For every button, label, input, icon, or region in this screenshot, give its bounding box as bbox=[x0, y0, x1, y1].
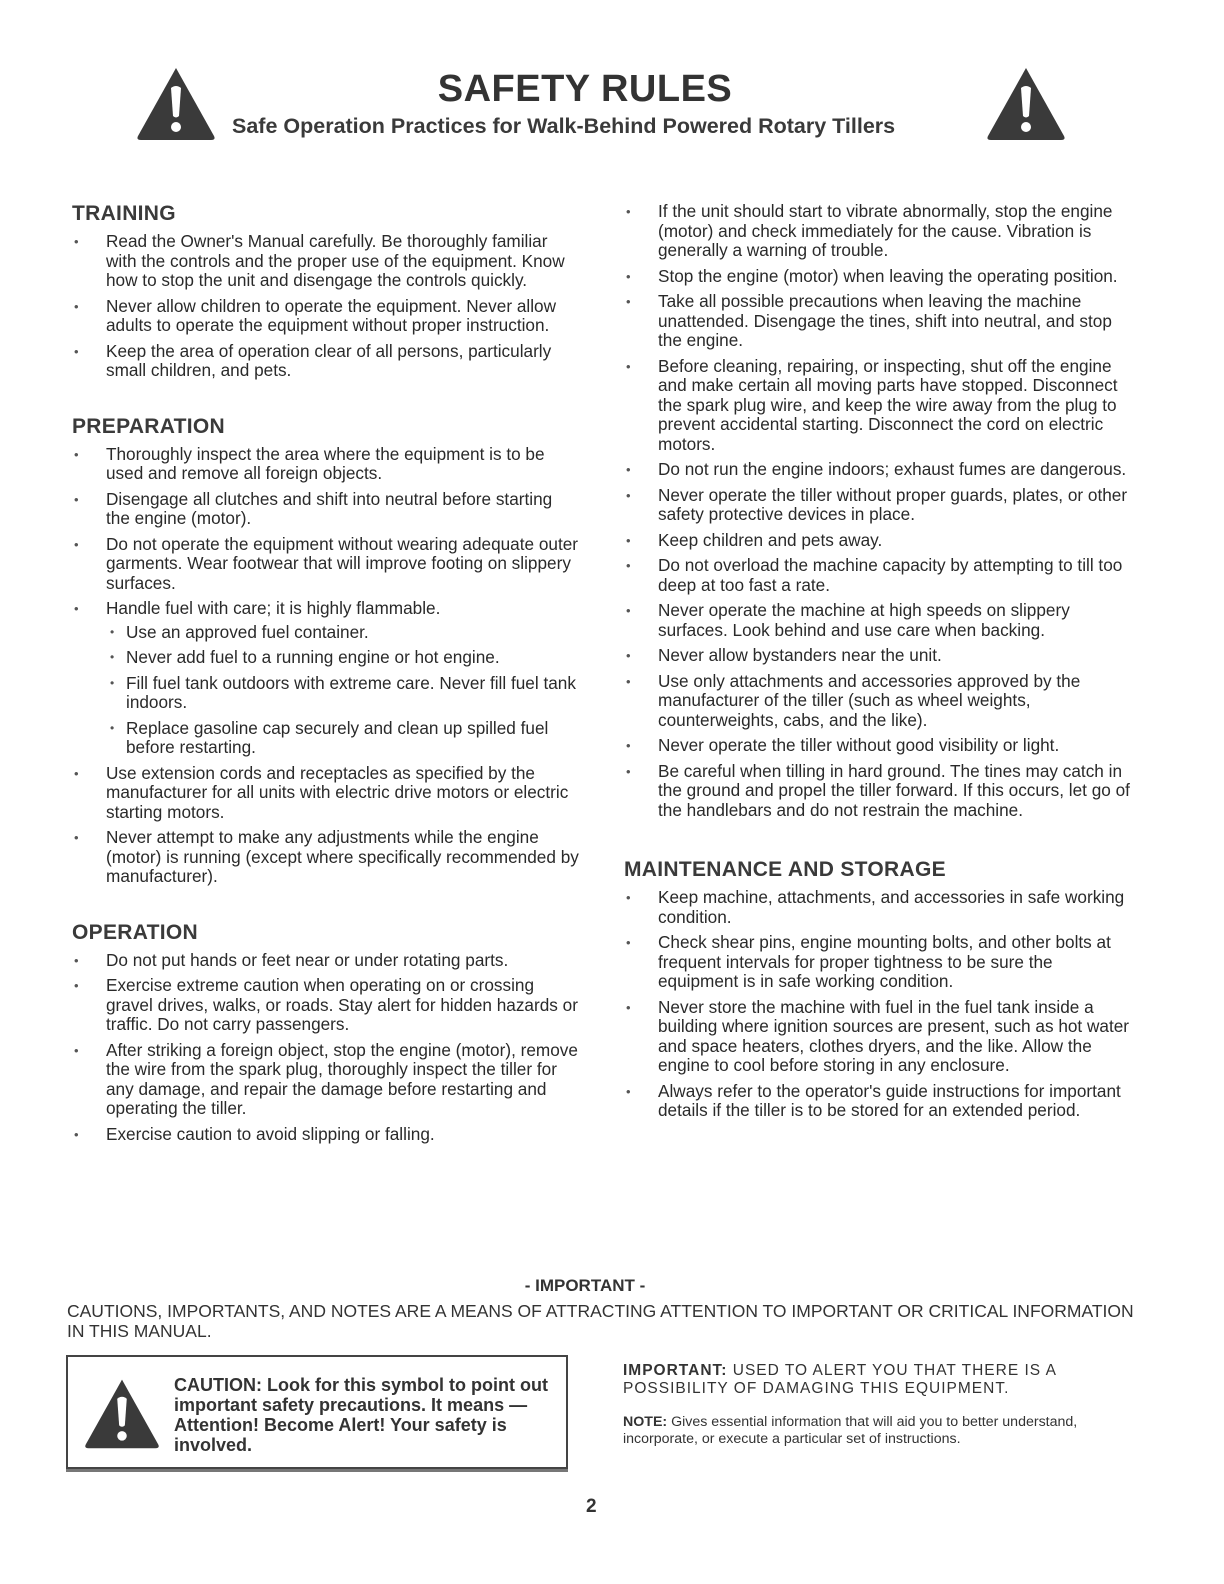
list-item: • Use only attachments and accessories approved by the manufacturer of the tiller (such as wheel weights, counterweights, cabs, and the like). bbox=[622, 672, 1130, 731]
list-item: • Be careful when tilling in hard ground. The tines may catch in the ground and propel the tiller forward. If this occurs, let go of the handlebars and do not restrain the machine. bbox=[622, 762, 1130, 821]
list-item: • Keep machine, attachments, and accessories in safe working condition. bbox=[622, 888, 1130, 927]
section-title: TRAINING bbox=[72, 202, 176, 225]
right-column bbox=[622, 202, 1130, 1155]
training-section bbox=[70, 202, 580, 381]
left-column bbox=[70, 202, 580, 1178]
sub-list-item: • Never add fuel to a running engine or hot engine. bbox=[106, 648, 580, 668]
notes-block bbox=[623, 1362, 1128, 1448]
list-item: • Do not run the engine indoors; exhaust fumes are dangerous. bbox=[622, 460, 1130, 480]
list-item: • Stop the engine (motor) when leaving the operating position. bbox=[622, 267, 1130, 287]
important-heading: - IMPORTANT - bbox=[524, 1276, 646, 1295]
section-title: MAINTENANCE AND STORAGE bbox=[624, 858, 946, 881]
page-title: SAFETY RULES bbox=[437, 68, 733, 110]
warning-triangle-icon bbox=[82, 1375, 162, 1451]
important-note-label: IMPORTANT: bbox=[623, 1362, 728, 1379]
maintenance-section bbox=[622, 858, 1130, 1121]
list-item: • Do not put hands or feet near or under rotating parts. bbox=[70, 951, 580, 971]
list-item: • If the unit should start to vibrate abnormally, stop the engine (motor) and check immediately for the cause. Vibration is generally a warning of trouble. bbox=[622, 202, 1130, 261]
sub-list-item: • Use an approved fuel container. bbox=[106, 623, 580, 643]
page-number: 2 bbox=[586, 1496, 597, 1517]
list-item: • Never attempt to make any adjustments while the engine (motor) is running (except where specifically recommended by manufacturer). bbox=[70, 828, 580, 887]
list-item: • Before cleaning, repairing, or inspecting, shut off the engine and make certain all moving parts have stopped. Disconnect the spark plug wire, and keep the wire away from the plug to prevent accidental starting. Disconnect the cord on electric motors. bbox=[622, 357, 1130, 455]
caution-box bbox=[66, 1355, 568, 1469]
list-item: • Disengage all clutches and shift into neutral before starting the engine (motor). bbox=[70, 490, 580, 529]
list-item: • Thoroughly inspect the area where the equipment is to be used and remove all foreign objects. bbox=[70, 445, 580, 484]
preparation-section bbox=[70, 415, 580, 887]
list-item: • Never operate the tiller without proper guards, plates, or other safety protective devices in place. bbox=[622, 486, 1130, 525]
important-note-text: USED TO ALERT YOU THAT THERE IS A POSSIBILITY OF DAMAGING THIS EQUIPMENT. bbox=[623, 1362, 1057, 1397]
list-item bbox=[70, 599, 580, 758]
list-item: • Keep children and pets away. bbox=[622, 531, 1130, 551]
list-item: • Never store the machine with fuel in the fuel tank inside a building where ignition sources are present, such as hot water and space heaters, clothes dryers, and the like. Allow the engine to cool before storing in any enclosure. bbox=[622, 998, 1130, 1076]
list-item: • After striking a foreign object, stop the engine (motor), remove the wire from the spark plug, thoroughly inspect the tiller for any damage, and repair the damage before restarting and operating the tiller. bbox=[70, 1041, 580, 1119]
list-item: • Never operate the tiller without good visibility or light. bbox=[622, 736, 1130, 756]
list-item: • Do not overload the machine capacity by attempting to till too deep at too fast a rate. bbox=[622, 556, 1130, 595]
list-item: • Read the Owner's Manual carefully. Be thoroughly familiar with the controls and the proper use of the equipment. Know how to stop the unit and disengage the controls quickly. bbox=[70, 232, 580, 291]
list-item: • Never allow bystanders near the unit. bbox=[622, 646, 1130, 666]
section-title: PREPARATION bbox=[72, 414, 226, 438]
important-note bbox=[623, 1362, 1128, 1398]
note bbox=[623, 1414, 1128, 1448]
operation-section bbox=[70, 921, 580, 1145]
caution-text: CAUTION: Look for this symbol to point out important safety precautions. It means —Attention! Become Alert! Your safety is involved. bbox=[174, 1375, 548, 1455]
list-item: • Take all possible precautions when leaving the machine unattended. Disengage the tines, shift into neutral, and stop the engine. bbox=[622, 292, 1130, 351]
list-item: • Exercise caution to avoid slipping or falling. bbox=[70, 1125, 580, 1145]
list-item: • Use extension cords and receptacles as specified by the manufacturer for all units with electric drive motors or electric starting motors. bbox=[70, 764, 580, 823]
sub-list-item: • Fill fuel tank outdoors with extreme care. Never fill fuel tank indoors. bbox=[106, 674, 580, 713]
list-item: • Always refer to the operator's guide instructions for important details if the tiller is to be stored for an extended period. bbox=[622, 1082, 1130, 1121]
list-item: • Check shear pins, engine mounting bolts, and other bolts at frequent intervals for proper tightness to be sure the equipment is in safe working condition. bbox=[622, 933, 1130, 992]
list-item: • Do not operate the equipment without wearing adequate outer garments. Wear footwear that will improve footing on slippery surfaces. bbox=[70, 535, 580, 594]
section-title: OPERATION bbox=[72, 920, 198, 944]
list-item: • Never allow children to operate the equipment. Never allow adults to operate the equipment without proper instruction. bbox=[70, 297, 580, 336]
list-item-text: Handle fuel with care; it is highly flammable. bbox=[106, 598, 441, 618]
list-item: • Never operate the machine at high speeds on slippery surfaces. Look behind and use care when backing. bbox=[622, 601, 1130, 640]
sub-list-item: • Replace gasoline cap securely and clean up spilled fuel before restarting. bbox=[106, 719, 580, 758]
operation-continued-section bbox=[622, 202, 1130, 820]
note-text: Gives essential information that will aid you to better understand, incorporate, or execute a particular set of instructions. bbox=[623, 1414, 1078, 1447]
important-text: CAUTIONS, IMPORTANTS, AND NOTES ARE A MEANS OF ATTRACTING ATTENTION TO IMPORTANT OR CRITICAL INFORMATION IN THIS MANUAL. bbox=[67, 1301, 1134, 1341]
note-label: NOTE: bbox=[623, 1414, 668, 1430]
list-item: • Exercise extreme caution when operating on or crossing gravel drives, walks, or roads. Stay alert for hidden hazards or traffic. Do not carry passengers. bbox=[70, 976, 580, 1035]
list-item: • Keep the area of operation clear of all persons, particularly small children, and pets. bbox=[70, 342, 580, 381]
page-subtitle: Safe Operation Practices for Walk-Behind Powered Rotary Tillers bbox=[232, 114, 896, 138]
